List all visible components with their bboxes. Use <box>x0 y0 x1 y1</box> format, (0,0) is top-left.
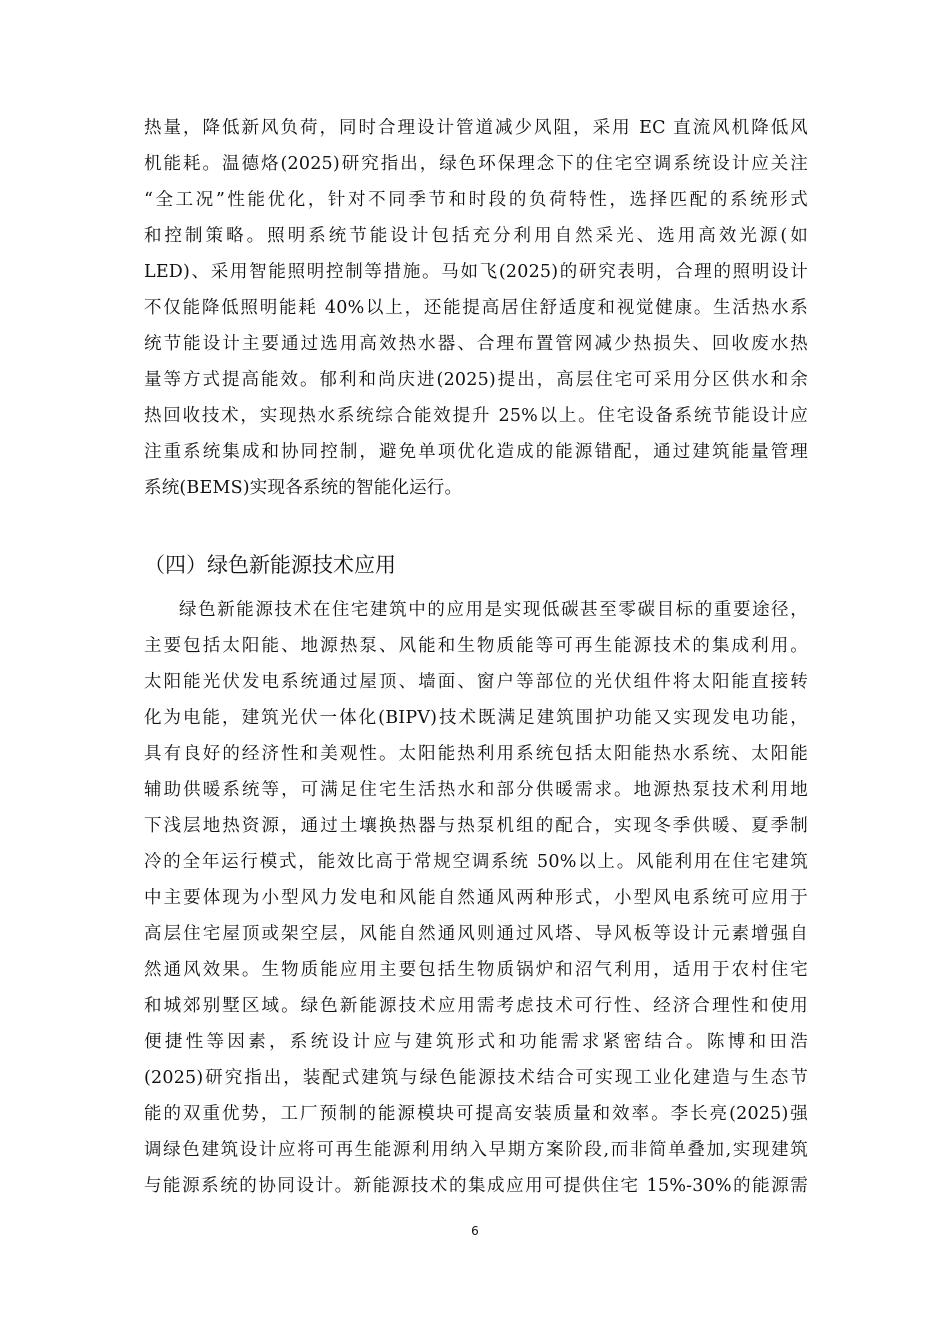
paragraph-line: 化为电能，建筑光伏一体化(BIPV)技术既满足建筑围护功能又实现发电功能， <box>144 708 808 728</box>
paragraph-line: 和控制策略。照明系统节能设计包括充分利用自然采光、选用高效光源(如 <box>144 226 808 246</box>
paragraph-line: 注重系统集成和协同控制，避免单项优化造成的能源错配，通过建筑能量管理 <box>144 442 808 462</box>
paragraph-energy-systems <box>144 110 808 506</box>
paragraph-line: 绿色新能源技术在住宅建筑中的应用是实现低碳甚至零碳目标的重要途径， <box>179 600 808 620</box>
paragraph-line: 热量，降低新风负荷，同时合理设计管道减少风阻，采用 EC 直流风机降低风 <box>144 118 808 138</box>
paragraph-line: LED)、采用智能照明控制等措施。马如飞(2025)的研究表明，合理的照明设计 <box>144 262 808 282</box>
paragraph-line: 具有良好的经济性和美观性。太阳能热利用系统包括太阳能热水系统、太阳能 <box>144 744 808 764</box>
section-heading: （四）绿色新能源技术应用 <box>144 553 396 577</box>
paragraph-line: 不仅能降低照明能耗 40%以上，还能提高居住舒适度和视觉健康。生活热水系 <box>144 298 808 318</box>
paragraph-line: 量等方式提高能效。郁利和尚庆进(2025)提出，高层住宅可采用分区供水和余 <box>144 370 808 390</box>
paragraph-line: 和城郊别墅区域。绿色新能源技术应用需考虑技术可行性、经济合理性和使用 <box>144 996 808 1016</box>
paragraph-line: 系统(BEMS)实现各系统的智能化运行。 <box>144 478 463 498</box>
paragraph-line: “全工况”性能优化，针对不同季节和时段的负荷特性，选择匹配的系统形式 <box>144 190 808 210</box>
paragraph-line: 辅助供暖系统等，可满足住宅生活热水和部分供暖需求。地源热泵技术利用地 <box>144 780 808 800</box>
paragraph-line: 便捷性等因素，系统设计应与建筑形式和功能需求紧密结合。陈博和田浩 <box>144 1032 808 1052</box>
paragraph-line: 热回收技术，实现热水系统综合能效提升 25%以上。住宅设备系统节能设计应 <box>144 406 808 426</box>
paragraph-line: 机能耗。温德烙(2025)研究指出，绿色环保理念下的住宅空调系统设计应关注 <box>144 154 808 174</box>
paragraph-line: 太阳能光伏发电系统通过屋顶、墙面、窗户等部位的光伏组件将太阳能直接转 <box>144 672 808 692</box>
paragraph-line: 主要包括太阳能、地源热泵、风能和生物质能等可再生能源技术的集成利用。 <box>144 636 808 656</box>
paragraph-line: 冷的全年运行模式，能效比高于常规空调系统 50%以上。风能利用在住宅建筑 <box>144 852 808 872</box>
paragraph-line: (2025)研究指出，装配式建筑与绿色能源技术结合可实现工业化建造与生态节 <box>144 1068 808 1088</box>
paragraph-line: 然通风效果。生物质能应用主要包括生物质锅炉和沼气利用，适用于农村住宅 <box>144 960 808 980</box>
paragraph-line: 与能源系统的协同设计。新能源技术的集成应用可提供住宅 15%-30%的能源需 <box>144 1176 808 1196</box>
paragraph-line: 统节能设计主要通过选用高效热水器、合理布置管网减少热损失、回收废水热 <box>144 334 808 354</box>
paragraph-line: 中主要体现为小型风力发电和风能自然通风两种形式，小型风电系统可应用于 <box>144 888 808 908</box>
paragraph-renewable-energy <box>144 592 808 1204</box>
paragraph-line: 能的双重优势，工厂预制的能源模块可提高安装质量和效率。李长亮(2025)强 <box>144 1104 808 1124</box>
paragraph-line: 高层住宅屋顶或架空层，风能自然通风则通过风塔、导风板等设计元素增强自 <box>144 924 808 944</box>
paragraph-line: 调绿色建筑设计应将可再生能源利用纳入早期方案阶段,而非简单叠加,实现建筑 <box>144 1140 808 1160</box>
page-number: 6 <box>471 1224 479 1238</box>
paragraph-line: 下浅层地热资源，通过土壤换热器与热泵机组的配合，实现冬季供暖、夏季制 <box>144 816 808 836</box>
